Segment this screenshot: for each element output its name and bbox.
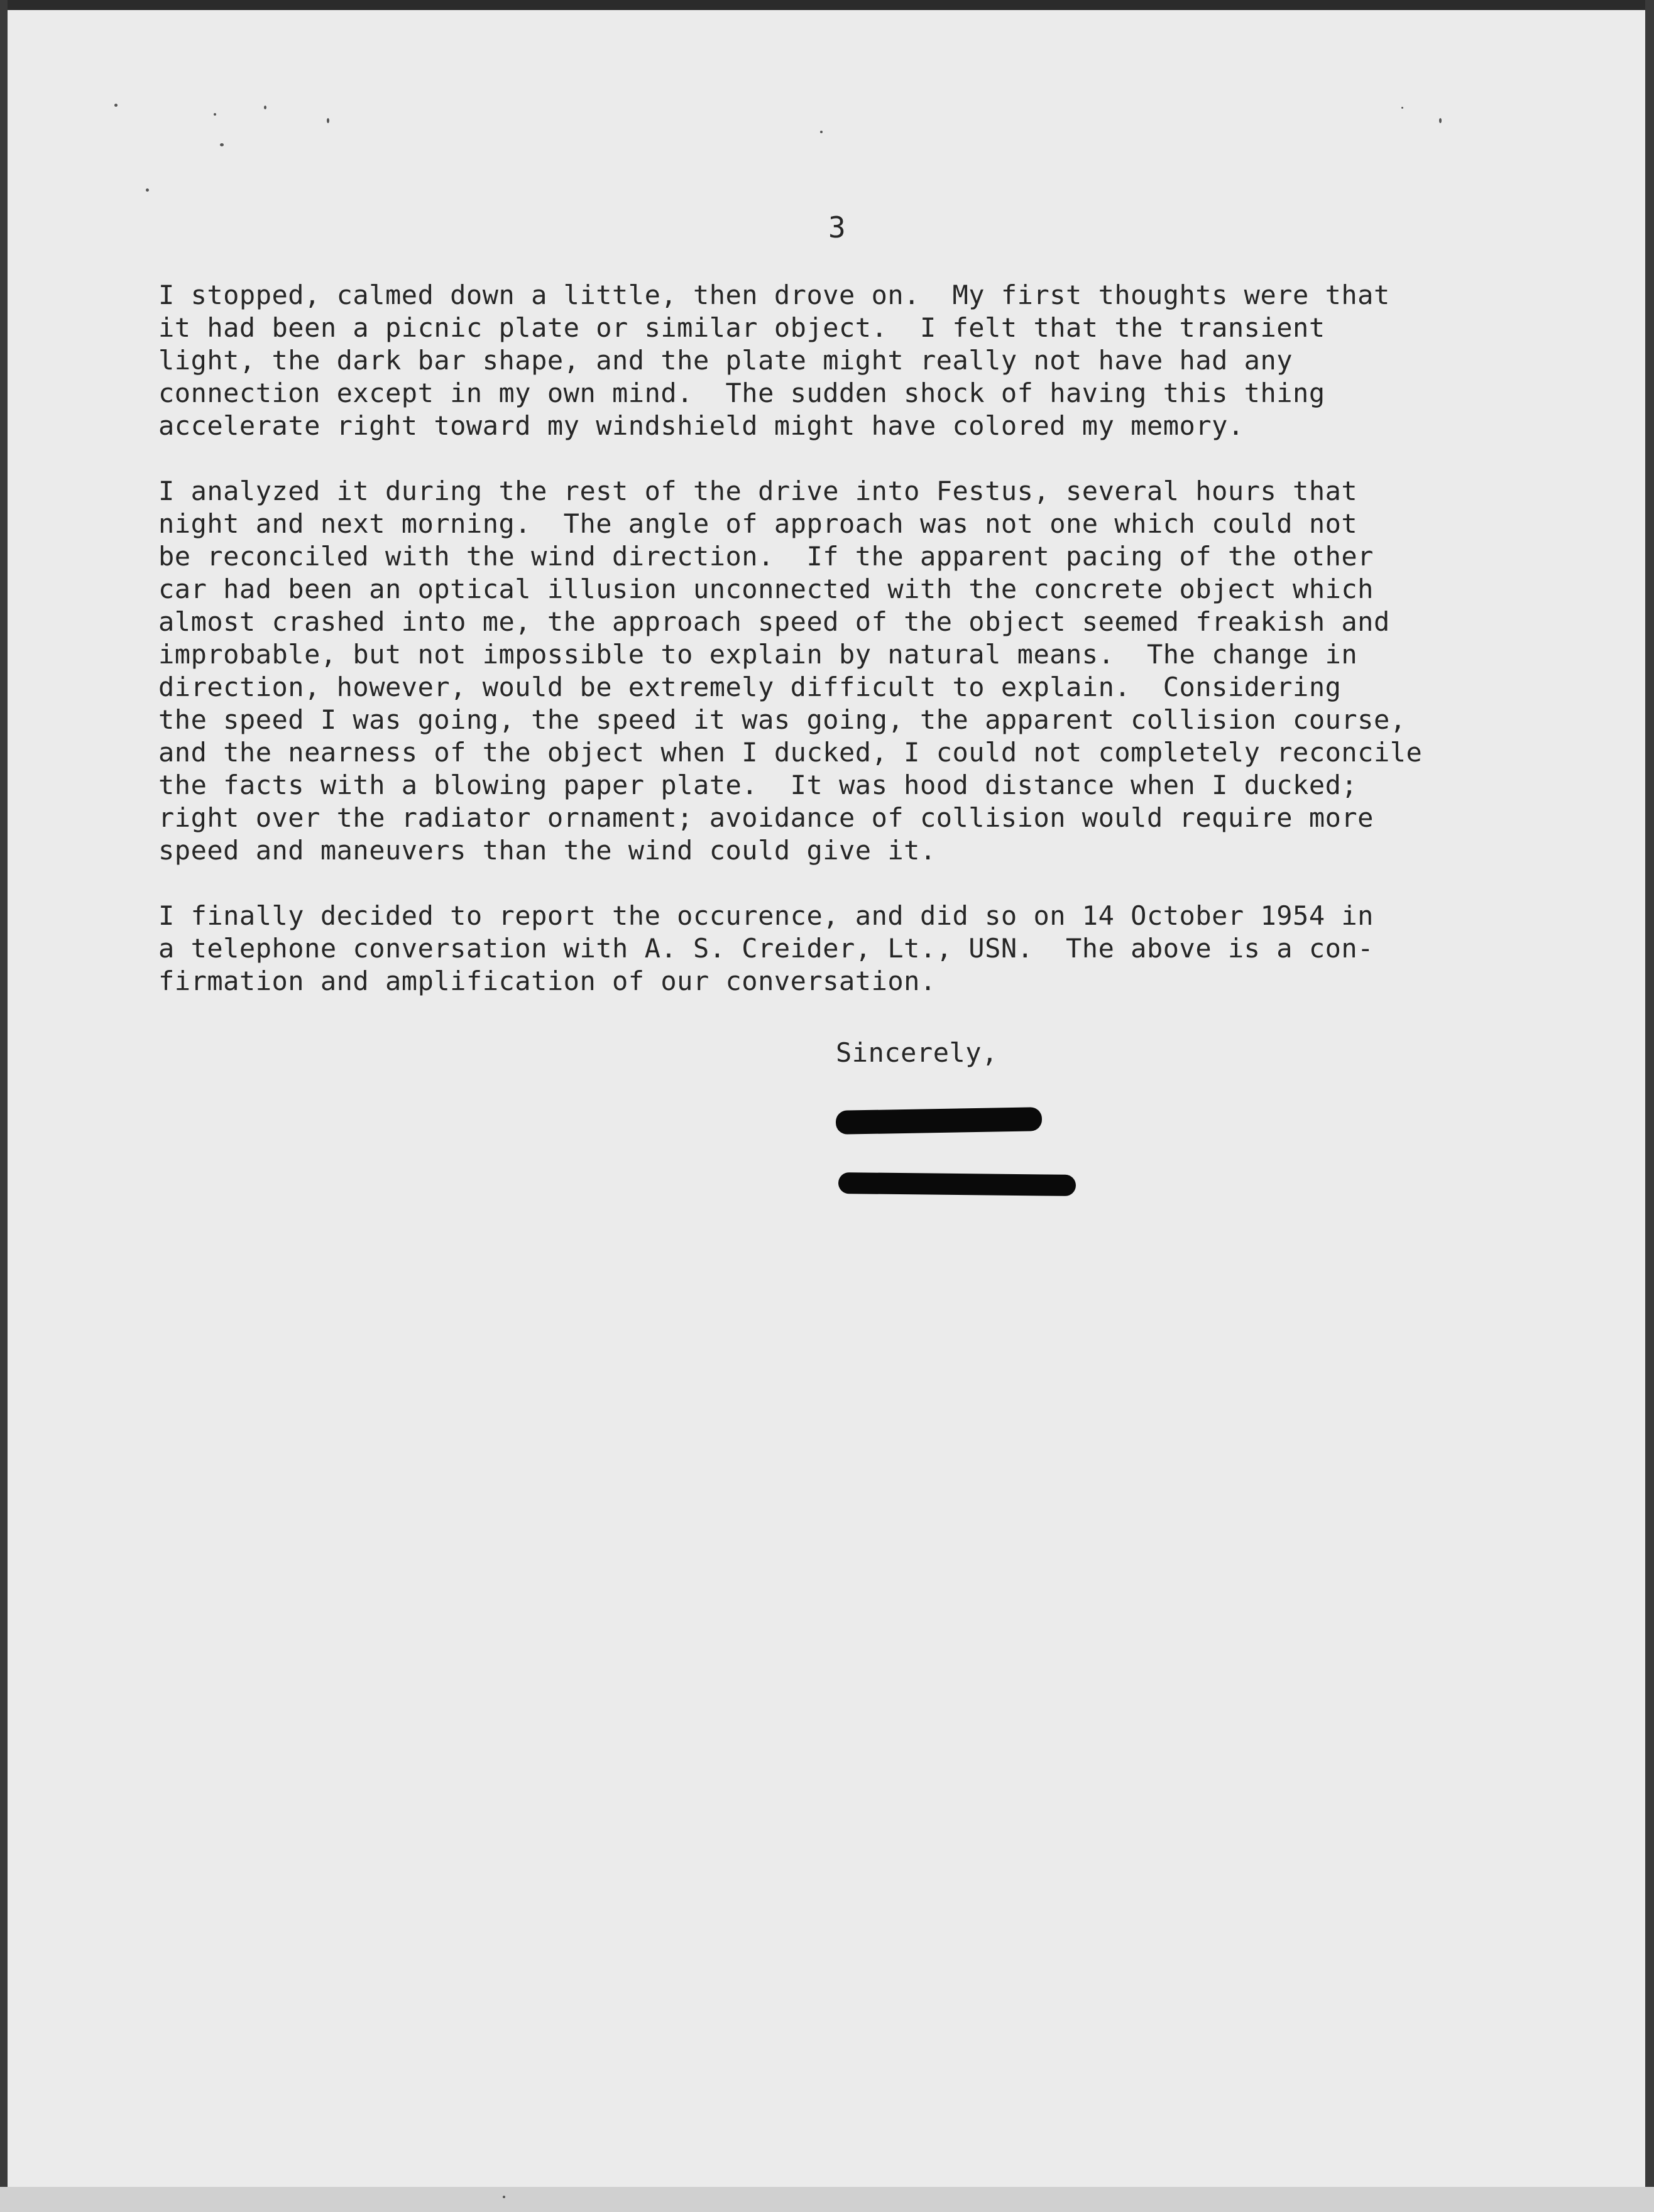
text-line: direction, however, would be extremely difficult to explain. Considering <box>158 672 1342 702</box>
scan-right-edge <box>1645 0 1654 2212</box>
text-line: the speed I was going, the speed it was going, the apparent collision course, <box>158 704 1406 735</box>
redacted-signature <box>836 1107 1043 1135</box>
scan-speck <box>1439 118 1442 123</box>
text-line: improbable, but not impossible to explain by natural means. The change in <box>158 639 1358 670</box>
text-line: I finally decided to report the occurence, and did so on 14 October 1954 in <box>158 900 1374 931</box>
text-line: accelerate right toward my windshield might have colored my memory. <box>158 410 1244 441</box>
scan-speck <box>214 113 216 116</box>
scan-speck <box>327 118 329 123</box>
text-line: I analyzed it during the rest of the drive into Festus, several hours that <box>158 476 1358 506</box>
text-line: connection except in my own mind. The sudden shock of having this thing <box>158 378 1325 408</box>
text-line: be reconciled with the wind direction. If the apparent pacing of the other <box>158 541 1374 572</box>
paragraph <box>158 475 1566 867</box>
redacted-name <box>838 1172 1076 1196</box>
scan-speck <box>146 188 149 192</box>
paragraph <box>158 900 1566 998</box>
text-line: and the nearness of the object when I ducked, I could not completely reconcile <box>158 737 1423 768</box>
text-line: car had been an optical illusion unconnected with the concrete object which <box>158 574 1374 604</box>
scan-speck <box>220 143 224 146</box>
scan-speck <box>114 104 118 107</box>
text-line: almost crashed into me, the approach speed of the object seemed freakish and <box>158 606 1390 637</box>
text-line: light, the dark bar shape, and the plate might really not have had any <box>158 345 1293 376</box>
scan-speck <box>264 106 266 109</box>
page-number: 3 <box>828 210 846 244</box>
letter-body <box>158 279 1566 1030</box>
text-line: it had been a picnic plate or similar object. I felt that the transient <box>158 312 1325 343</box>
closing-salutation: Sincerely, <box>836 1037 998 1068</box>
scan-top-edge <box>0 0 1654 10</box>
scan-bottom-edge <box>0 2187 1654 2212</box>
text-line: night and next morning. The angle of approach was not one which could not <box>158 508 1358 539</box>
text-line: speed and maneuvers than the wind could give it. <box>158 835 936 866</box>
text-line: right over the radiator ornament; avoidance of collision would require more <box>158 802 1374 833</box>
scan-left-edge <box>0 0 8 2212</box>
text-line: firmation and amplification of our conversation. <box>158 966 936 996</box>
paragraph <box>158 279 1566 442</box>
text-line: a telephone conversation with A. S. Creider, Lt., USN. The above is a con- <box>158 933 1374 964</box>
text-line: I stopped, calmed down a little, then drove on. My first thoughts were that <box>158 280 1390 310</box>
scan-speck <box>820 131 823 133</box>
scan-speck <box>503 2196 505 2198</box>
scan-speck <box>1401 107 1403 109</box>
text-line: the facts with a blowing paper plate. It was hood distance when I ducked; <box>158 770 1358 800</box>
